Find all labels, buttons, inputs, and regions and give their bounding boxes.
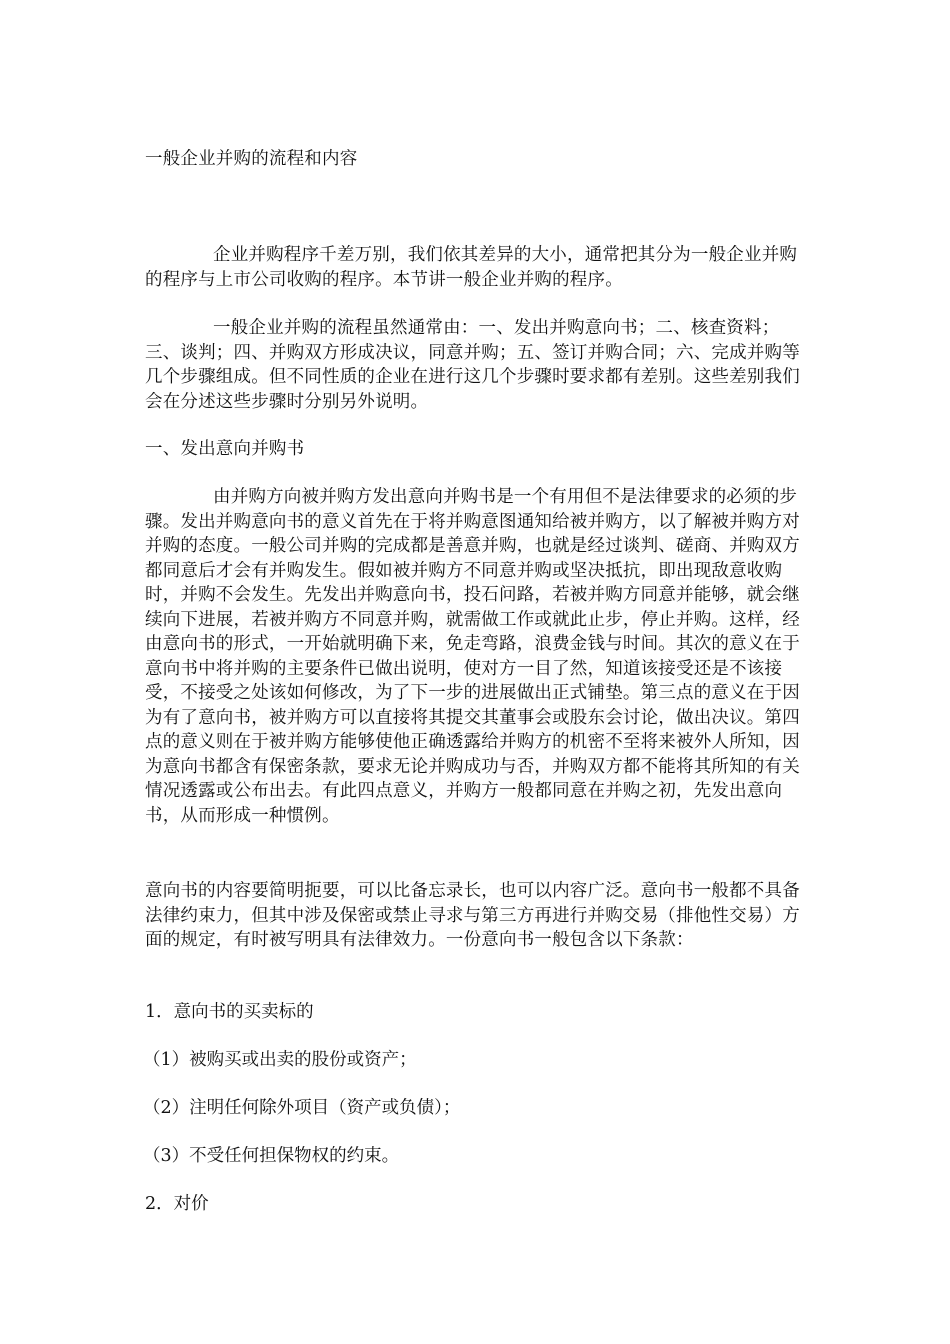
list-item-2: 2．对价 — [145, 1194, 209, 1214]
intro-paragraph-2: 一般企业并购的流程虽然通常由：一、发出并购意向书；二、核查资料；三、谈判；四、并购双方形成决议，同意并购；五、签订并购合同；六、完成并购等几个步骤组成。但不同性质的企业在进行这几个步骤时要求都有差别。这些差别我们会在分述这些步骤时分别另外说明。 — [145, 318, 800, 412]
list-subitem-1: （1）被购买或出卖的股份或资产； — [143, 1050, 417, 1070]
intro-paragraph-1: 企业并购程序千差万别，我们依其差异的大小，通常把其分为一般企业并购的程序与上市公司收购的程序。本节讲一般企业并购的程序。 — [145, 245, 798, 290]
list-subitem-2: （2）注明任何除外项目（资产或负债）； — [143, 1098, 461, 1118]
section-1-paragraph-1: 由并购方向被并购方发出意向并购书是一个有用但不是法律要求的必须的步骤。发出并购意向书的意义首先在于将并购意图通知给被并购方，以了解被并购方对并购的态度。一般公司并购的完成都是善意并购，也就是经过谈判、磋商、并购双方都同意后才会有并购发生。假如被并购方不同意并购或坚决抵抗，即出现敌意收购时，并购不会发生。先发出并购意向书，投石问路，若被并购方同意并能够，就会继续向下进展，若被并购方不同意并购，就需做工作或就此止步，停止并购。这样，经由意向书的形式，一开始就明确下来，免走弯路，浪费金钱与时间。其次的意义在于意向书中将并购的主要条件已做出说明，使对方一目了然，知道该接受还是不该接受，不接受之处该如何修改，为了下一步的进展做出正式铺垫。第三点的意义在于因为有了意向书，被并购方可以直接将其提交其董事会或股东会讨论，做出决议。第四点的意义则在于被并购方能够使他正确透露给并购方的机密不至将来被外人所知，因为意向书都含有保密条款，要求无论并购成功与否，并购双方都不能将其所知的有关情况透露或公布出去。有此四点意义，并购方一般都同意在并购之初，先发出意向书，从而形成一种惯例。 — [145, 487, 800, 826]
list-item-1: 1．意向书的买卖标的 — [145, 1002, 314, 1022]
section-heading-1: 一、发出意向并购书 — [145, 439, 305, 459]
list-subitem-3: （3）不受任何担保物权的约束。 — [143, 1146, 400, 1166]
section-1-paragraph-2: 意向书的内容要简明扼要，可以比备忘录长，也可以内容广泛。意向书一般都不具备法律约束力，但其中涉及保密或禁止寻求与第三方再进行并购交易（排他性交易）方面的规定，有时被写明具有法律效力。一份意向书一般包含以下条款： — [145, 881, 800, 950]
document-title: 一般企业并购的流程和内容 — [145, 149, 358, 169]
